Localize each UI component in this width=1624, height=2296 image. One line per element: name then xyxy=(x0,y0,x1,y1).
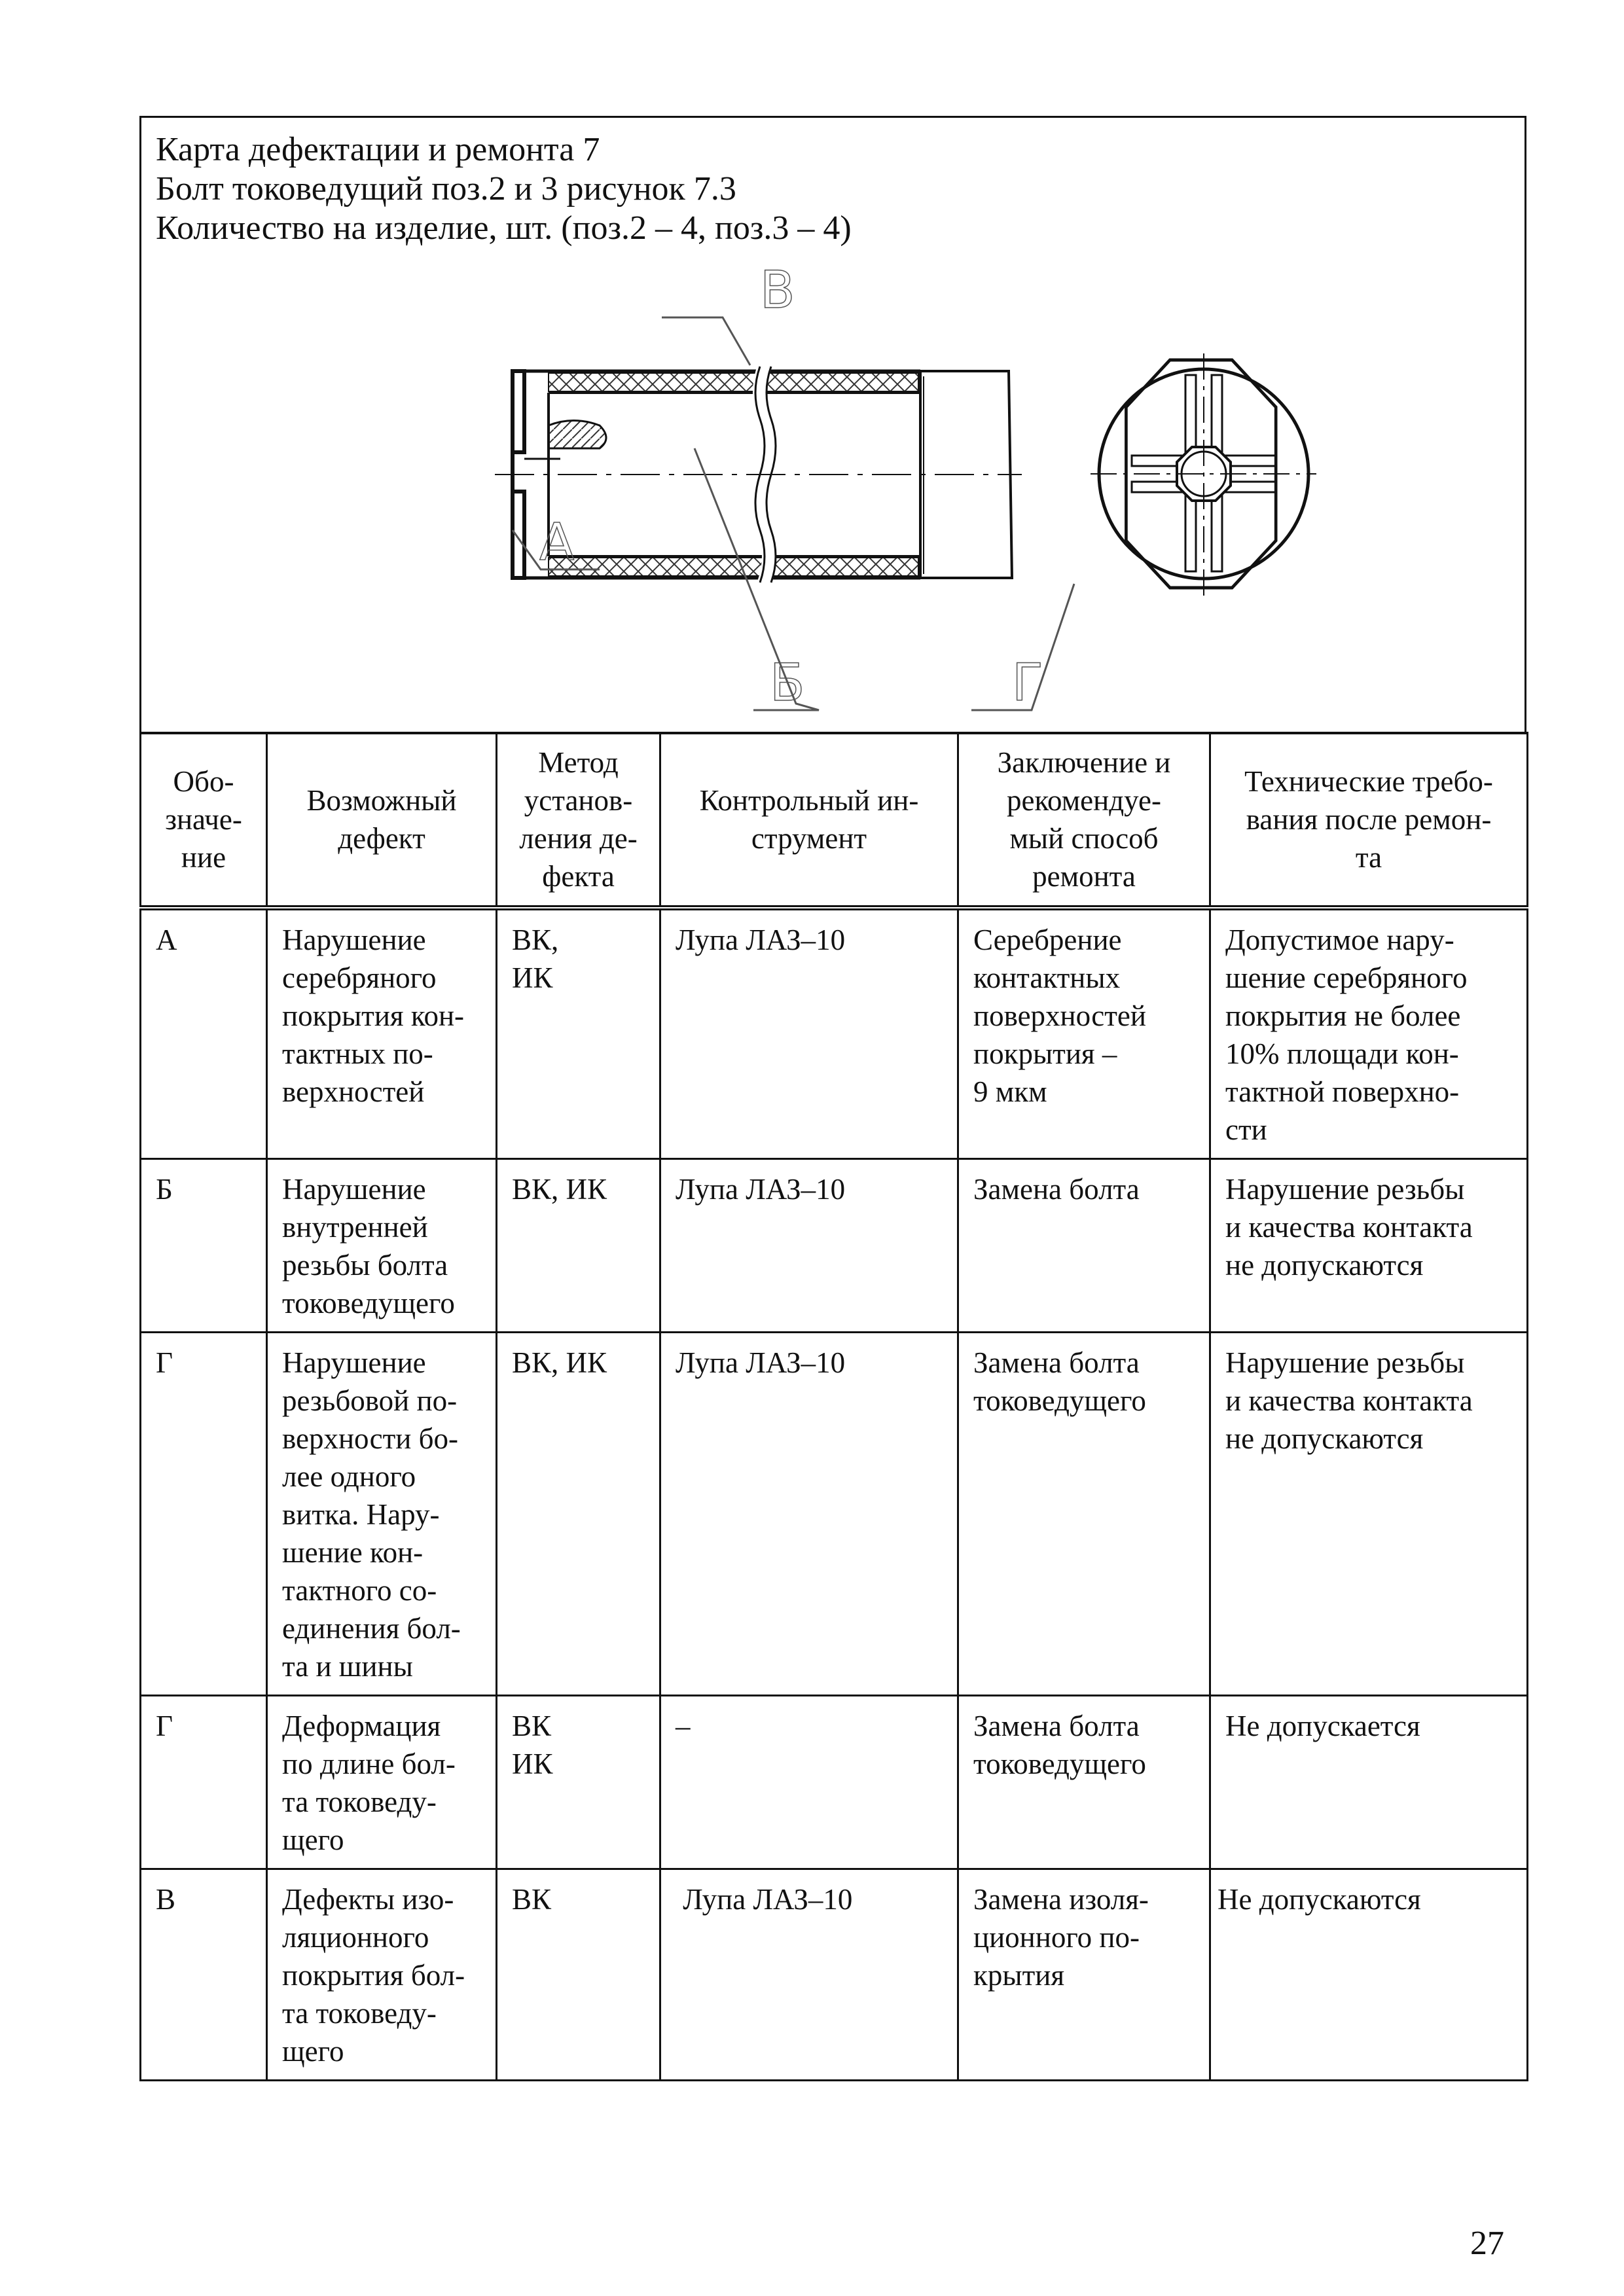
cell-defect: Нарушение внутренней резьбы болта токоведущего xyxy=(267,1159,497,1333)
cell-method: ВК, ИК xyxy=(497,1333,660,1696)
card-title: Карта дефектации и ремонта 7 xyxy=(156,131,600,168)
cell-tool: Лупа ЛАЗ–10 xyxy=(660,1333,958,1696)
cell-repair: Серебрение контактных поверхностей покрытия – 9 мкм xyxy=(958,908,1210,1159)
cell-method: ВК xyxy=(497,1869,660,2081)
label-b: Б xyxy=(770,654,805,713)
table-row xyxy=(141,908,1528,1159)
cell-tool: – xyxy=(660,1696,958,1869)
table-row xyxy=(141,1159,1528,1333)
header-tool: Контрольный ин- струмент xyxy=(660,733,958,908)
header-requirements: Технические требо- вания после ремон- та xyxy=(1210,733,1528,908)
table-header-row xyxy=(141,733,1528,908)
cell-code: А xyxy=(141,908,267,1159)
cell-repair: Замена изоля- ционного по- крытия xyxy=(958,1869,1210,2081)
cell-method: ВК, ИК xyxy=(497,908,660,1159)
cell-code: В xyxy=(141,1869,267,2081)
header-repair: Заключение и рекомендуе- мый способ ремонта xyxy=(958,733,1210,908)
cell-tool: Лупа ЛАЗ–10 xyxy=(660,1159,958,1333)
defect-table xyxy=(139,732,1528,2081)
cell-requirements: Не допускаются xyxy=(1210,1869,1528,2081)
bolt-drawing xyxy=(141,118,1525,732)
cell-code: Г xyxy=(141,1696,267,1869)
cell-defect: Дефекты изо- ляционного покрытия бол- та токоведу- щего xyxy=(267,1869,497,2081)
table-row xyxy=(141,1696,1528,1869)
cell-requirements: Не допускается xyxy=(1210,1696,1528,1869)
cell-repair: Замена болта токоведущего xyxy=(958,1696,1210,1869)
cell-tool: Лупа ЛАЗ–10 xyxy=(660,908,958,1159)
cell-method: ВК, ИК xyxy=(497,1159,660,1333)
cell-defect: Деформация по длине бол- та токоведу- щего xyxy=(267,1696,497,1869)
header-defect: Возможный дефект xyxy=(267,733,497,908)
cell-method: ВК ИК xyxy=(497,1696,660,1869)
cell-code: Б xyxy=(141,1159,267,1333)
cell-requirements: Нарушение резьбы и качества контакта не допускаются xyxy=(1210,1159,1528,1333)
part-name: Болт токоведущий поз.2 и 3 рисунок 7.3 xyxy=(156,170,736,207)
table-row xyxy=(141,1869,1528,2081)
cell-code: Г xyxy=(141,1333,267,1696)
cell-defect: Нарушение серебряного покрытия кон- тактных по- верхностей xyxy=(267,908,497,1159)
label-g: Г xyxy=(1012,654,1043,713)
header-method: Метод установ- ления де- фекта xyxy=(497,733,660,908)
cell-repair: Замена болта токоведущего xyxy=(958,1333,1210,1696)
cell-tool: Лупа ЛАЗ–10 xyxy=(660,1869,958,2081)
page-number: 27 xyxy=(1470,2225,1504,2262)
cell-defect: Нарушение резьбовой по- верхности бо- лее одного витка. Нару- шение кон- тактного со- единения бол- та и шины xyxy=(267,1333,497,1696)
cell-repair: Замена болта xyxy=(958,1159,1210,1333)
defect-card-frame xyxy=(139,116,1526,734)
bolt-front-view xyxy=(1091,353,1316,596)
quantity-line: Количество на изделие, шт. (поз.2 – 4, поз.3 – 4) xyxy=(156,209,852,247)
header-code: Обо- значе- ние xyxy=(141,733,267,908)
cell-requirements: Допустимое нару- шение серебряного покрытия не более 10% площади кон- тактной поверхно- сти xyxy=(1210,908,1528,1159)
cell-requirements: Нарушение резьбы и качества контакта не допускаются xyxy=(1210,1333,1528,1696)
label-a: А xyxy=(539,513,575,572)
label-v: В xyxy=(760,261,795,320)
table-row xyxy=(141,1333,1528,1696)
